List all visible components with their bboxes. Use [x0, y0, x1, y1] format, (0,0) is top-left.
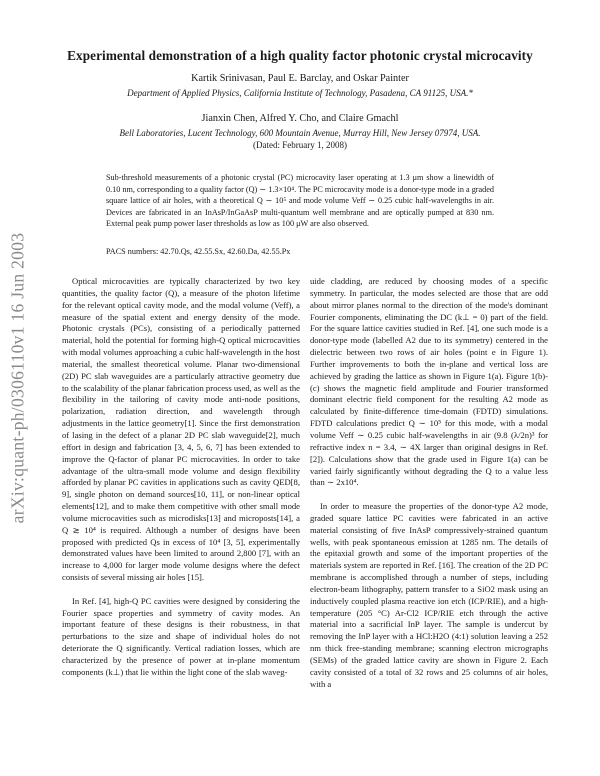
author-list-1: Kartik Srinivasan, Paul E. Barclay, and Oskar Painter	[191, 73, 409, 84]
body-paragraph: In Ref. [4], high-Q PC cavities were designed by considering the Fourier space properties and symmetry of cavity modes. An important feature of these designs is their robustness, in that perturbations to the size and shape of individual holes do not deteriorate the Q significantly. Vertical radiation losses, which are characterized by the presence of power at in-plane momentum components (k⊥) that lie within the light cone of the slab waveg-	[62, 595, 300, 677]
left-column	[62, 276, 300, 768]
body-paragraph: In order to measure the properties of the donor-type A2 mode, graded square lattice PC cavities were fabricated in an active material consisting of five InAsP compressively-strained quantum wells, with peak spontaneous emission at 1285 nm. The details of the epitaxial growth and some of the important properties of the materials system are reported in Ref. [16]. The creation of the 2D PC membrane is accomplished through a number of steps, including electron-beam lithography, pattern transfer to a SiO2 mask using an inductively coupled plasma reactive ion etch (ICP/RIE), and a high-temperature (205 °C) Ar-Cl2 ICP/RIE etch through the active material into a sacrificial InP layer. The sample is undercut by removing the InP layer with a HCl:H2O (4:1) solution leaving a 252 nm thick free-standing membrane; scanning electron micrographs (SEMs) of the graded lattice cavity are shown in Figure 2. Each cavity consisted of a total of 32 rows and 25 columns of air holes, with a	[310, 501, 548, 689]
affiliation-2: Bell Laboratories, Lucent Technology, 600 Mountain Avenue, Murray Hill, New Jersey 07974, USA.	[119, 128, 481, 138]
dated-line: (Dated: February 1, 2008)	[253, 140, 347, 150]
pacs-numbers: PACS numbers: 42.70.Qs, 42.55.Sx, 42.60.Da, 42.55.Px	[106, 247, 291, 256]
right-column	[310, 276, 548, 768]
author-list-2: Jianxin Chen, Alfred Y. Cho, and Claire Gmachl	[201, 113, 399, 124]
abstract: Sub-threshold measurements of a photonic crystal (PC) microcavity laser operating at 1.3 μm show a linewidth of 0.10 nm, corresponding to a quality factor (Q) ∼ 1.3×10⁴. The PC microcavity mode is a donor-type mode in a graded square lattice of air holes, with a theoretical Q ∼ 10⁵ and mode volume Veff ∼ 0.25 cubic half-wavelengths in air. Devices are fabricated in an InAsP/InGaAsP multi-quantum well membrane and are optically pumped at 830 nm. External peak pump power laser thresholds as low as 100 μW are also observed.	[106, 173, 494, 229]
body-paragraph: uide cladding, are reduced by choosing modes of a specific symmetry. In particular, the modes selected are those that are odd about mirror planes normal to the direction of the mode's dominant Fourier components, eliminating the DC (k⊥ = 0) part of the field. For the square lattice cavities studied in Ref. [4], one such mode is a donor-type mode (labelled A2 due to its symmetry) centered in the dielectric between two rows of air holes (point e in Figure 1). Further improvements to both the in-plane and vertical loss are achieved by grading the lattice as shown in Figure 1(a). Figure 1(b)-(c) shows the magnetic field amplitude and Fourier transformed dominant electric field component for the resulting A2 mode as calculated by finite-difference time-domain (FDTD) simulations. FDTD calculations predict Q ∼ 10⁵ for this mode, with a modal volume Veff ∼ 0.25 cubic half-wavelengths in air (9.8 (λ/2n)³ for refractive index n = 3.4, ∼ 4X larger than original designs in Ref. [2]). Calculations show that the grade used in Figure 1(a) can be varied fairly significantly without degrading the Q to a value less than ∼ 2x10⁴.	[310, 276, 548, 488]
arxiv-identifier: arXiv:quant-ph/0306110v1 16 Jun 2003	[7, 232, 28, 524]
arxiv-watermark	[0, 198, 36, 558]
paper-title: Experimental demonstration of a high quality factor photonic crystal microcavity	[67, 48, 533, 63]
affiliation-1: Department of Applied Physics, California Institute of Technology, Pasadena, CA 91125, USA.*	[127, 88, 473, 98]
body-paragraph: Optical microcavities are typically characterized by two key quantities, the quality factor (Q), a measure of the photon lifetime for the relevant optical cavity mode, and the modal volume (Veff), a measure of the spatial extent and energy density of the mode. Photonic crystals (PCs), consisting of a periodically patterned material, hold the potential for forming high-Q optical microcavities with modal volumes approaching a cubic half-wavelength in the host material, the smallest theoretical volume. Planar two-dimensional (2D) PC slab waveguides are a particularly attractive geometry due to the scalability of the planar fabrication process used, as well as the flexibility in the tailoring of cavity mode anti-node positions, polarization, radiation direction, and wavelength through adjustments in the lattice geometry[1]. Since the first demonstration of lasing in the defect of a planar 2D PC slab waveguide[2], much effort in design and fabrication [3, 4, 5, 6, 7] has been extended to improve the Q-factor of planar PC microcavities. In order to take advantage of the ultra-small mode volume and design flexibility afforded by planar PC cavities in applications such as cavity QED[8, 9], single photon on demand sources[10, 11], or non-linear optical elements[12], and to make them competitive with other small mode volume microcavities such as microdisks[13] and microposts[14], a Q ≳ 10⁴ is required. Although a number of designs have been proposed with predicted Qs in excess of 10⁴ [3, 5], experimentally demonstrated values have been limited to around 2,800 [7], with an increase to 4,000 for larger mode volume designs where the defect consists of several missing air holes [15].	[62, 276, 300, 583]
